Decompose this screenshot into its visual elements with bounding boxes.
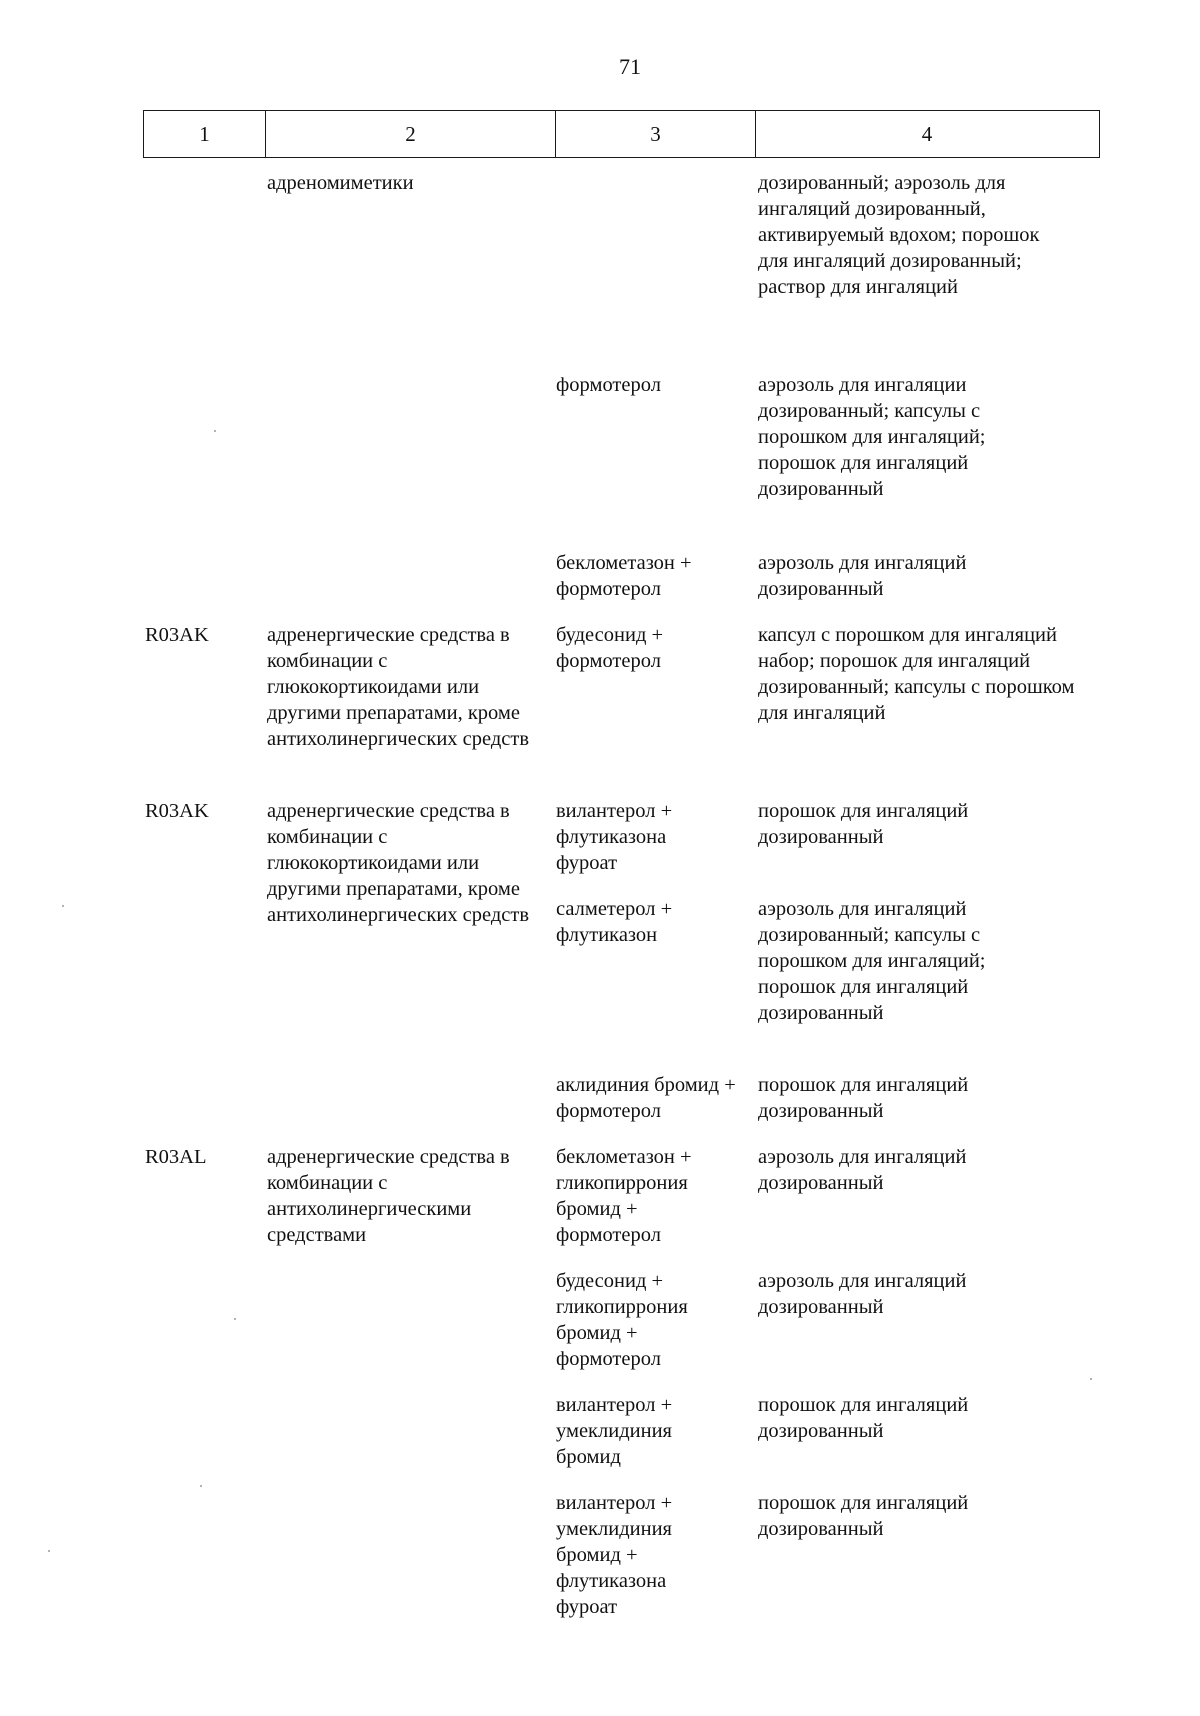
scan-speck xyxy=(234,1318,236,1320)
scan-speck xyxy=(200,1485,202,1487)
dosage-form-cell: аэрозоль для ингаляции дозированный; капсулы с порошком для ингаляций; порошок для ингаляций дозированный xyxy=(758,374,986,500)
drug-cell: будесонид + гликопиррония бромид + формотерол xyxy=(556,1270,688,1370)
group-cell: адренергические средства в комбинации с глюкокортикоидами или другими препаратами, кроме антихолинергических средств xyxy=(267,624,530,750)
drug-cell: вилантерол + флутиказона фуроат xyxy=(556,800,673,874)
group-cell: адренергические средства в комбинации с глюкокортикоидами или другими препаратами, кроме антихолинергических средств xyxy=(267,800,530,926)
dosage-form-cell: аэрозоль для ингаляций дозированный; капсулы с порошком для ингаляций; порошок для ингаляций дозированный xyxy=(758,898,986,1024)
scan-speck xyxy=(62,905,64,907)
dosage-form-cell: порошок для ингаляций дозированный xyxy=(758,1394,969,1442)
drug-cell: беклометазон + формотерол xyxy=(556,552,692,600)
table-header-row xyxy=(143,110,1100,158)
group-cell: адреномиметики xyxy=(267,172,414,194)
drug-cell: аклидиния бромид + формотерол xyxy=(556,1074,736,1122)
dosage-form-cell: порошок для ингаляций дозированный xyxy=(758,800,969,848)
page-number: 71 xyxy=(619,54,641,79)
drug-cell: будесонид + формотерол xyxy=(556,624,664,672)
header-cell-4: 4 xyxy=(755,111,1098,157)
dosage-form-cell: порошок для ингаляций дозированный xyxy=(758,1074,969,1122)
scan-speck xyxy=(1090,1378,1092,1380)
scan-speck xyxy=(48,1550,50,1552)
atc-code-cell: R03AL xyxy=(145,1146,207,1168)
drug-cell: беклометазон + гликопиррония бромид + формотерол xyxy=(556,1146,692,1246)
dosage-form-cell: капсул с порошком для ингаляций набор; порошок для ингаляций дозированный; капсулы с порошком для ингаляций xyxy=(758,624,1075,724)
dosage-form-cell: порошок для ингаляций дозированный xyxy=(758,1492,969,1540)
atc-code-cell: R03AK xyxy=(145,624,209,646)
dosage-form-cell: дозированный; аэрозоль для ингаляций дозированный, активируемый вдохом; порошок для ингаляций дозированный; раствор для ингаляций xyxy=(758,172,1040,298)
dosage-form-cell: аэрозоль для ингаляций дозированный xyxy=(758,552,967,600)
group-cell: адренергические средства в комбинации с антихолинергическими средствами xyxy=(267,1146,510,1246)
drug-cell: формотерол xyxy=(556,374,661,396)
header-cell-1: 1 xyxy=(199,121,210,146)
drug-cell: вилантерол + умеклидиния бромид xyxy=(556,1394,673,1468)
scan-speck xyxy=(214,430,216,432)
dosage-form-cell: аэрозоль для ингаляций дозированный xyxy=(758,1270,967,1318)
drug-cell: вилантерол + умеклидиния бромид + флутиказона фуроат xyxy=(556,1492,673,1618)
drug-cell: салметерол + флутиказон xyxy=(556,898,673,946)
atc-code-cell: R03AK xyxy=(145,800,209,822)
header-cell-3: 3 xyxy=(555,111,755,157)
header-cell-2: 2 xyxy=(265,111,555,157)
dosage-form-cell: аэрозоль для ингаляций дозированный xyxy=(758,1146,967,1194)
